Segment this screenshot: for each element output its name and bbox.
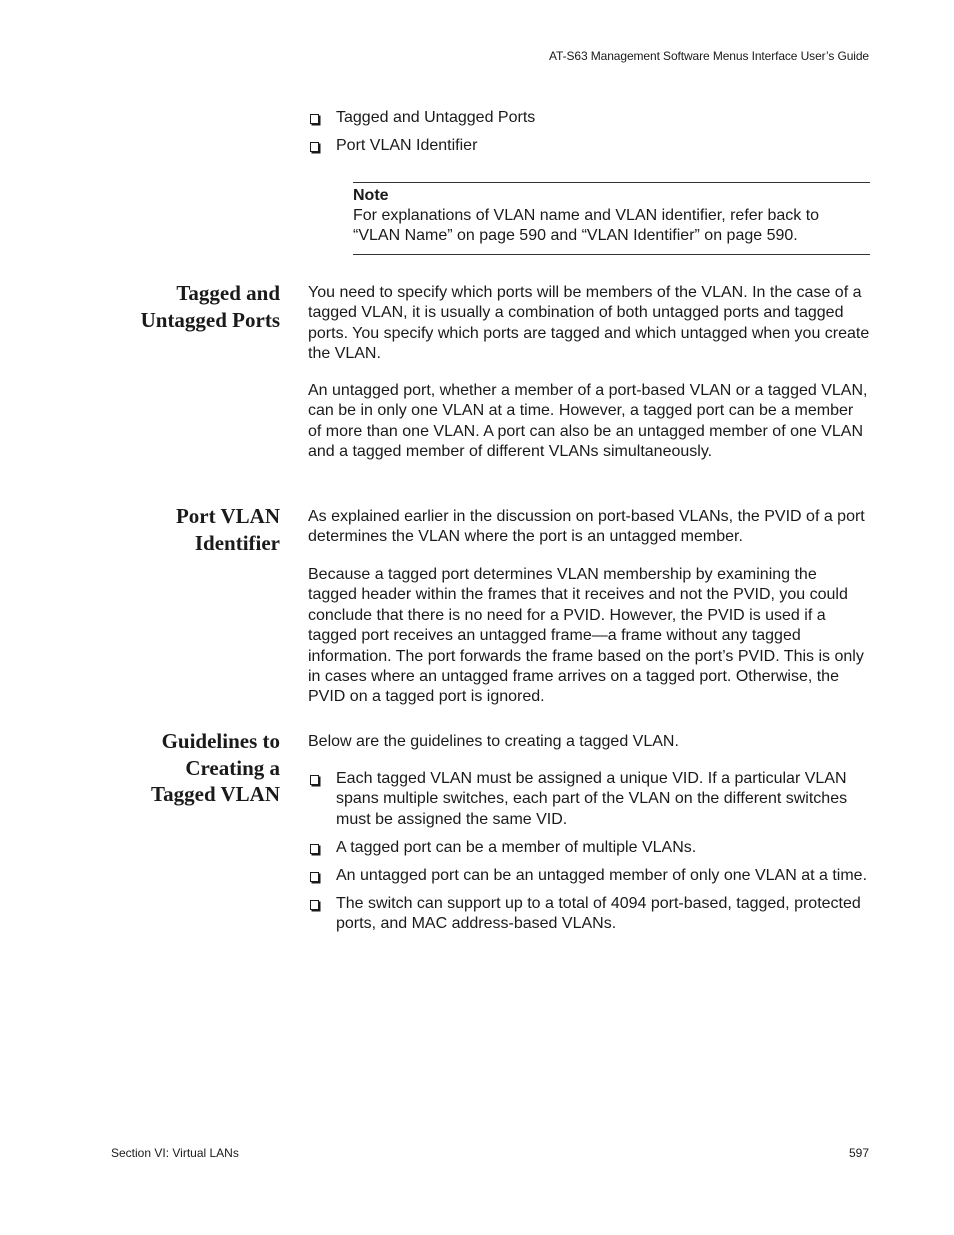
list-item: Port VLAN Identifier [308, 136, 870, 156]
list-item: The switch can support up to a total of 4094 port-based, tagged, protected ports, and MAC address-based VLANs. [308, 894, 870, 935]
heading-line: Tagged and [176, 281, 280, 305]
list-item: A tagged port can be a member of multiple VLANs. [308, 838, 870, 858]
heading-line: Untagged Ports [140, 307, 280, 332]
checkbox-bullet-icon [310, 844, 319, 854]
running-header: AT-S63 Management Software Menus Interface User’s Guide [549, 49, 869, 63]
paragraph: As explained earlier in the discussion on port-based VLANs, the PVID of a port determines the VLAN where the port is an untagged member. [308, 508, 865, 546]
heading-line: Guidelines to [161, 729, 280, 753]
section-heading-guidelines [151, 728, 280, 808]
heading-line: Creating a [185, 755, 280, 780]
checkbox-bullet-icon [310, 872, 319, 882]
paragraph: An untagged port, whether a member of a port-based VLAN or a tagged VLAN, can be in only one VLAN at a time. However, a tagged port can be a member of more than one VLAN. A port can also be an untagged member of one VLAN and a tagged member of different VLANs simultaneously. [308, 382, 868, 461]
heading-line: Tagged VLAN [151, 782, 280, 806]
intro-bullet-list [308, 108, 870, 164]
paragraph: Because a tagged port determines VLAN membership by examining the tagged header within the frames that it receives and not the PVID, you could conclude that there is no need for a PVID. However, the PVID is used if a tagged port receives an untagged frame—a frame without any tagged information. The port forwards the frame based on the port’s PVID. This is only in cases where an untagged frame arrives on a tagged port. Otherwise, the PVID on a tagged port is ignored. [308, 566, 864, 706]
note-text: For explanations of VLAN name and VLAN identifier, refer back to “VLAN Name” on page 590 and “VLAN Identifier” on page 590. [353, 207, 820, 245]
checkbox-bullet-icon [310, 142, 319, 152]
footer-section-label: Section VI: Virtual LANs [111, 1146, 239, 1160]
checkbox-bullet-icon [310, 114, 319, 124]
list-item: Each tagged VLAN must be assigned a unique VID. If a particular VLAN spans multiple switches, each part of the VLAN on the different switches must be assigned the same VID. [308, 769, 870, 830]
note-box [353, 182, 870, 255]
list-item: Tagged and Untagged Ports [308, 108, 870, 128]
checkbox-bullet-icon [310, 775, 319, 785]
paragraph: You need to specify which ports will be members of the VLAN. In the case of a tagged VLAN, it is usually a combination of both untagged ports and tagged ports. You specify which ports are tagged and which untagged when you create the VLAN. [308, 284, 870, 363]
paragraph: Below are the guidelines to creating a tagged VLAN. [308, 733, 679, 750]
note-title: Note [353, 187, 389, 204]
checkbox-bullet-icon [310, 900, 319, 910]
footer-page-number: 597 [848, 1146, 869, 1160]
heading-line: Port VLAN [175, 504, 280, 528]
list-item: An untagged port can be an untagged member of only one VLAN at a time. [308, 866, 870, 886]
section-heading-port-vlan-identifier [176, 503, 280, 556]
heading-line: Identifier [194, 530, 280, 555]
guidelines-bullet-list [308, 769, 870, 942]
section-heading-tagged-untagged [141, 280, 280, 333]
